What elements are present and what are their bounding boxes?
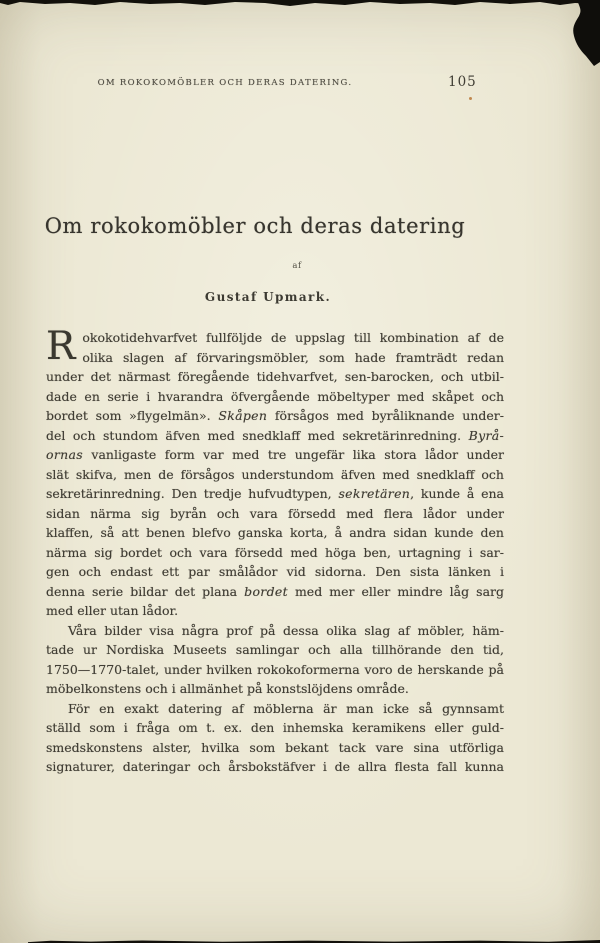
text-line: 1750—1770-talet, under hvilken rokokoformerna voro de herskande på bbox=[46, 661, 504, 677]
running-header: OM ROKOKOMÖBLER OCH DERAS DATERING. bbox=[97, 78, 353, 88]
body-text bbox=[46, 324, 505, 777]
paragraph bbox=[46, 324, 505, 621]
author-name: Gustaf Upmark. bbox=[204, 290, 332, 304]
page-number: 105 bbox=[448, 74, 477, 90]
text-line: dade en serie i hvarandra öfvergående möbeltyper med skåpet och bbox=[46, 388, 504, 404]
top-right-ink-blot-artifact bbox=[570, 0, 600, 68]
scan-speck bbox=[469, 97, 472, 100]
text-line: denna serie bildar det plana bordet med mer eller mindre låg sarg bbox=[46, 583, 504, 599]
page-title: Om rokokomöbler och deras datering bbox=[44, 214, 466, 238]
paragraph bbox=[46, 621, 504, 699]
paragraph bbox=[46, 699, 504, 777]
text-line: okokotidehvarfvet fullföljde de uppslag till kombination af de bbox=[82, 330, 504, 345]
top-edge-tear-artifact bbox=[0, 0, 600, 7]
text-line: tade ur Nordiska Museets samlingar och alla tillhörande den tid, bbox=[46, 642, 504, 657]
text-line: möbelkonstens och i allmänhet på konstslöjdens område. bbox=[46, 681, 409, 696]
text-line: olika slagen af förvaringsmöbler, som hade framträdt redan bbox=[82, 349, 504, 365]
text-line: med eller utan lådor. bbox=[46, 603, 179, 618]
drop-cap: R bbox=[46, 324, 76, 369]
text-line: närma sig bordet och vara försedd med höga ben, urtagning i sar- bbox=[46, 544, 504, 560]
page-header bbox=[46, 74, 504, 94]
text-line: sidan närma sig byrån och vara försedd med flera lådor under bbox=[46, 505, 504, 521]
text-line: För en exakt datering af möblerna är man icke så gynnsamt bbox=[68, 700, 504, 716]
text-line: del och stundom äfven med snedklaff med sekretärinredning. Byrå- bbox=[46, 427, 504, 443]
text-line: ornas vanligaste form var med tre ungefär lika stora lådor under bbox=[46, 447, 504, 462]
text-line: smedskonstens alster, hvilka som bekant tack vare sina utförliga bbox=[46, 739, 504, 755]
text-line: bordet som »flygelmän». Skåpen försågos med byråliknande under- bbox=[46, 408, 505, 423]
text-line: signaturer, dateringar och årsbokstäfver i de allra flesta fall kunna bbox=[46, 759, 504, 774]
text-line: gen och endast ett par smålådor vid sidorna. Den sista länken i bbox=[46, 564, 504, 579]
text-line: sekretärinredning. Den tredje hufvudtypen, sekretären, kunde å ena bbox=[46, 486, 504, 501]
text-line: klaffen, så att benen blefvo ganska korta, å andra sidan kunde den bbox=[46, 525, 504, 540]
text-line: Våra bilder visa några prof på dessa olika slag af möbler, häm- bbox=[68, 622, 504, 638]
text-line: under det närmast föregående tidehvarfvet, sen-barocken, och utbil- bbox=[46, 369, 504, 384]
text-line: slät skifva, men de försågos understundom äfven med snedklaff och bbox=[46, 466, 504, 482]
text-line: ställd som i fråga om t. ex. den inhemska keramikens eller guld- bbox=[46, 720, 504, 735]
byline-af: af bbox=[292, 261, 302, 271]
